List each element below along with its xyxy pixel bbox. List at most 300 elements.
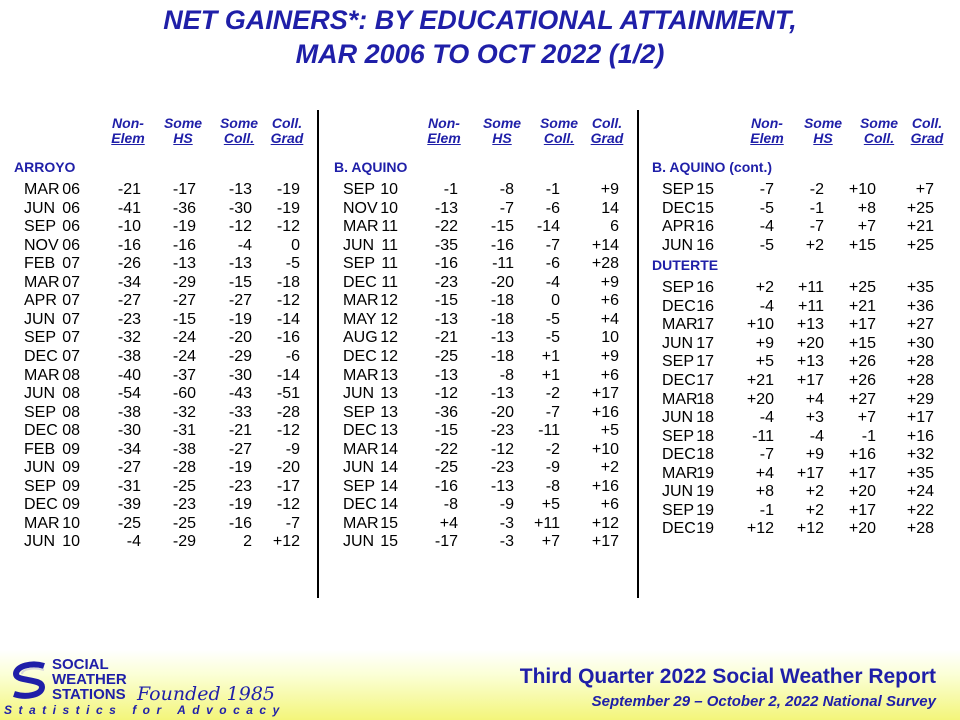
cell-value: -13: [228, 181, 252, 198]
row-month: JUN: [343, 533, 375, 551]
cell-value: 2: [243, 533, 252, 551]
cell-value: -22: [434, 440, 458, 458]
cell-value: +21: [848, 297, 876, 315]
cell-value: -14: [536, 218, 560, 236]
cell-value: -7: [759, 446, 774, 464]
cell-value: -23: [117, 310, 141, 328]
cell-value: -26: [117, 255, 141, 273]
cell-value: -13: [490, 477, 514, 495]
row-month: DEC: [343, 496, 377, 514]
cell-value: +6: [600, 496, 619, 514]
cell-value: -8: [443, 496, 458, 514]
column-header: [104, 116, 152, 146]
row-year: 08: [62, 422, 80, 440]
column-header-line1: Some: [163, 115, 203, 131]
row-month: SEP: [343, 181, 376, 198]
cell-value: -2: [545, 385, 560, 403]
cell-value: +28: [591, 255, 619, 273]
cell-value: +17: [906, 409, 934, 427]
row-month: DEC: [343, 347, 377, 365]
cell-value: -8: [499, 181, 514, 198]
row-year: 14: [380, 496, 398, 514]
cell-value: 10: [601, 329, 619, 347]
cell-value: -12: [276, 218, 300, 236]
cell-value: -25: [434, 459, 458, 477]
row-year: 18: [696, 427, 714, 445]
cell-value: -20: [490, 403, 514, 421]
cell-value: -30: [228, 366, 252, 384]
cell-value: +8: [755, 483, 774, 501]
cell-value: -9: [499, 496, 514, 514]
cell-value: +20: [848, 483, 876, 501]
cell-value: -19: [228, 459, 252, 477]
cell-value: -19: [276, 181, 300, 198]
org-line-2: WEATHER: [52, 671, 127, 688]
cell-value: +1: [541, 366, 560, 384]
row-month: SEP: [24, 218, 57, 236]
row-year: 10: [62, 514, 80, 532]
row-year: 19: [696, 520, 714, 538]
row-month: JUN: [662, 483, 694, 501]
cell-value: -5: [759, 236, 774, 254]
cell-value: +20: [796, 334, 824, 352]
cell-value: +17: [848, 501, 876, 519]
column-header: [583, 116, 631, 146]
row-year: 10: [380, 199, 398, 217]
row-year: 19: [696, 464, 714, 482]
column-header-line1: Some: [859, 115, 899, 131]
cell-value: +7: [915, 181, 934, 198]
cell-value: -29: [172, 273, 196, 291]
row-month: SEP: [24, 329, 57, 347]
section-label: B. AQUINO (cont.): [652, 159, 773, 175]
cell-value: -1: [759, 501, 774, 519]
row-month: DEC: [24, 496, 58, 514]
tagline: Statistics for Advocacy: [4, 703, 286, 717]
cell-value: +21: [906, 218, 934, 236]
cell-value: +5: [755, 353, 774, 371]
cell-value: -3: [499, 533, 514, 551]
cell-value: +35: [906, 464, 934, 482]
cell-value: -12: [276, 292, 300, 310]
cell-value: -19: [228, 310, 252, 328]
row-month: SEP: [24, 403, 57, 421]
cell-value: -54: [117, 385, 141, 403]
row-year: 12: [380, 347, 398, 365]
cell-value: -25: [117, 514, 141, 532]
cell-value: +17: [848, 464, 876, 482]
row-year: 15: [380, 514, 398, 532]
row-year: 18: [696, 409, 714, 427]
cell-value: -5: [759, 199, 774, 217]
cell-value: +10: [848, 181, 876, 198]
row-year: 06: [62, 218, 80, 236]
cell-value: -28: [172, 459, 196, 477]
cell-value: -11: [752, 427, 774, 445]
cell-value: +4: [600, 310, 619, 328]
cell-value: -15: [434, 422, 458, 440]
cell-value: -29: [228, 347, 252, 365]
cell-value: -16: [434, 255, 458, 273]
cell-value: -9: [285, 440, 300, 458]
cell-value: -19: [276, 199, 300, 217]
column-header-line1: Coll.: [271, 115, 303, 131]
cell-value: -7: [759, 181, 774, 198]
cell-value: -7: [545, 403, 560, 421]
row-year: 16: [696, 297, 714, 315]
row-month: NOV: [343, 199, 378, 217]
row-month: MAR: [343, 218, 379, 236]
cell-value: -8: [545, 477, 560, 495]
cell-value: +21: [746, 371, 774, 389]
column-header: [420, 116, 468, 146]
cell-value: -13: [434, 199, 458, 217]
cell-value: +12: [746, 520, 774, 538]
cell-value: +6: [600, 366, 619, 384]
cell-value: +16: [591, 477, 619, 495]
row-year: 17: [696, 371, 714, 389]
cell-value: -21: [434, 329, 458, 347]
row-month: AUG: [343, 329, 378, 347]
row-month: MAR: [343, 440, 379, 458]
cell-value: -20: [490, 273, 514, 291]
row-year: 12: [380, 310, 398, 328]
cell-value: -18: [490, 292, 514, 310]
row-month: JUN: [662, 334, 694, 352]
cell-value: +9: [600, 347, 619, 365]
cell-value: -34: [117, 273, 141, 291]
cell-value: -6: [545, 255, 560, 273]
cell-value: +9: [600, 273, 619, 291]
row-year: 13: [380, 422, 398, 440]
column-divider: [637, 110, 639, 598]
cell-value: -4: [237, 236, 252, 254]
cell-value: +28: [906, 520, 934, 538]
cell-value: +15: [848, 334, 876, 352]
row-year: 11: [381, 236, 398, 254]
column-header-line2: Coll.: [223, 130, 255, 146]
row-year: 17: [696, 316, 714, 334]
cell-value: -36: [172, 199, 196, 217]
cell-value: +4: [755, 464, 774, 482]
cell-value: -22: [434, 218, 458, 236]
column-header: [159, 116, 207, 146]
column-header-line2: Elem: [750, 130, 784, 146]
column-header: [855, 116, 903, 146]
cell-value: -19: [228, 496, 252, 514]
title-line-2: MAR 2006 TO OCT 2022 (1/2): [295, 39, 665, 69]
cell-value: -51: [276, 385, 300, 403]
sws-logo-text: [52, 657, 127, 702]
row-year: 07: [62, 255, 80, 273]
row-year: 16: [696, 218, 714, 236]
cell-value: 6: [610, 218, 619, 236]
cell-value: +17: [591, 533, 619, 551]
cell-value: 0: [551, 292, 560, 310]
row-month: MAR: [24, 514, 60, 532]
row-year: 06: [62, 199, 80, 217]
cell-value: -3: [499, 514, 514, 532]
cell-value: -16: [172, 236, 196, 254]
cell-value: 0: [291, 236, 300, 254]
column-header: [799, 116, 847, 146]
row-month: MAY: [343, 310, 377, 328]
cell-value: +17: [796, 464, 824, 482]
cell-value: +28: [906, 371, 934, 389]
cell-value: -15: [490, 218, 514, 236]
cell-value: +4: [439, 514, 458, 532]
column-header-line2: HS: [492, 130, 512, 146]
cell-value: +9: [755, 334, 774, 352]
cell-value: -34: [117, 440, 141, 458]
cell-value: -21: [117, 181, 141, 198]
cell-value: -24: [172, 329, 196, 347]
cell-value: -38: [117, 403, 141, 421]
row-year: 14: [380, 440, 398, 458]
cell-value: +16: [848, 446, 876, 464]
row-year: 10: [62, 533, 80, 551]
cell-value: +11: [798, 279, 824, 297]
cell-value: -23: [172, 496, 196, 514]
cell-value: -7: [809, 218, 824, 236]
column-header-line1: Coll.: [591, 115, 623, 131]
column-header-line1: Non-: [112, 115, 144, 131]
row-year: 11: [381, 255, 398, 273]
row-month: SEP: [662, 279, 695, 297]
cell-value: -32: [172, 403, 196, 421]
cell-value: -24: [172, 347, 196, 365]
cell-value: +9: [805, 446, 824, 464]
cell-value: +7: [857, 409, 876, 427]
row-year: 09: [62, 477, 80, 495]
row-month: DEC: [662, 371, 696, 389]
row-month: SEP: [662, 181, 695, 198]
column-header-line2: Coll.: [863, 130, 895, 146]
row-month: SEP: [343, 403, 376, 421]
row-month: JUN: [343, 385, 375, 403]
column-header-line2: Grad: [910, 130, 944, 146]
cell-value: +2: [805, 483, 824, 501]
row-year: 09: [62, 440, 80, 458]
cell-value: -4: [126, 533, 141, 551]
cell-value: -40: [117, 366, 141, 384]
cell-value: -13: [490, 329, 514, 347]
cell-value: -13: [434, 310, 458, 328]
cell-value: -15: [228, 273, 252, 291]
row-month: FEB: [24, 440, 56, 458]
cell-value: -1: [443, 181, 458, 198]
org-line-1: SOCIAL: [52, 656, 109, 673]
cell-value: +9: [600, 181, 619, 198]
cell-value: +20: [848, 520, 876, 538]
cell-value: +17: [591, 385, 619, 403]
row-month: MAR: [24, 181, 60, 198]
row-year: 14: [380, 459, 398, 477]
column-header-line2: Elem: [111, 130, 145, 146]
row-year: 11: [381, 273, 398, 291]
cell-value: -13: [434, 366, 458, 384]
cell-value: -38: [172, 440, 196, 458]
cell-value: -31: [172, 422, 196, 440]
row-month: APR: [24, 292, 57, 310]
row-year: 13: [380, 366, 398, 384]
row-year: 06: [62, 236, 80, 254]
cell-value: -11: [492, 255, 514, 273]
cell-value: -12: [434, 385, 458, 403]
column-header-line1: Some: [803, 115, 843, 131]
row-year: 19: [696, 483, 714, 501]
row-month: JUN: [24, 459, 56, 477]
row-month: MAR: [24, 366, 60, 384]
row-month: MAR: [662, 390, 698, 408]
column-header-line1: Some: [219, 115, 259, 131]
row-month: NOV: [24, 236, 59, 254]
report-title: Third Quarter 2022 Social Weather Report: [519, 665, 936, 688]
cell-value: -14: [276, 310, 300, 328]
row-month: MAR: [343, 366, 379, 384]
row-year: 16: [696, 236, 714, 254]
cell-value: +28: [906, 353, 934, 371]
row-year: 16: [696, 279, 714, 297]
cell-value: -27: [117, 292, 141, 310]
column-header-line2: Grad: [270, 130, 304, 146]
cell-value: -4: [759, 409, 774, 427]
row-month: JUN: [24, 199, 56, 217]
row-year: 08: [62, 403, 80, 421]
row-year: 12: [380, 292, 398, 310]
row-year: 18: [696, 446, 714, 464]
cell-value: 14: [601, 199, 619, 217]
cell-value: +26: [848, 371, 876, 389]
row-year: 07: [62, 329, 80, 347]
row-month: SEP: [662, 427, 695, 445]
cell-value: -1: [809, 199, 824, 217]
cell-value: -21: [228, 422, 252, 440]
cell-value: -12: [276, 496, 300, 514]
cell-value: -4: [759, 218, 774, 236]
org-line-3: STATIONS: [52, 686, 126, 703]
cell-value: -23: [228, 477, 252, 495]
cell-value: -1: [545, 181, 560, 198]
row-month: DEC: [662, 297, 696, 315]
section-label: DUTERTE: [652, 257, 719, 274]
cell-value: +35: [906, 279, 934, 297]
row-month: DEC: [24, 422, 58, 440]
cell-value: -25: [172, 514, 196, 532]
row-month: FEB: [24, 255, 56, 273]
cell-value: -7: [285, 514, 300, 532]
cell-value: -15: [434, 292, 458, 310]
row-year: 08: [62, 366, 80, 384]
row-month: JUN: [662, 236, 694, 254]
cell-value: -18: [276, 273, 300, 291]
cell-value: +14: [591, 236, 619, 254]
cell-value: +16: [591, 403, 619, 421]
row-year: 13: [380, 385, 398, 403]
column-header: [215, 116, 263, 146]
row-month: SEP: [662, 501, 695, 519]
cell-value: +11: [798, 297, 824, 315]
cell-value: +22: [906, 501, 934, 519]
cell-value: -18: [490, 310, 514, 328]
cell-value: +1: [541, 347, 560, 365]
row-month: DEC: [662, 199, 696, 217]
row-year: 08: [62, 385, 80, 403]
row-year: 17: [696, 353, 714, 371]
row-month: DEC: [24, 347, 58, 365]
cell-value: -4: [809, 427, 824, 445]
cell-value: -25: [172, 477, 196, 495]
cell-value: -31: [117, 477, 141, 495]
row-month: MAR: [343, 514, 379, 532]
cell-value: -10: [117, 218, 141, 236]
cell-value: +27: [906, 316, 934, 334]
cell-value: -4: [545, 273, 560, 291]
cell-value: -35: [434, 236, 458, 254]
cell-value: -38: [117, 347, 141, 365]
cell-value: +25: [848, 279, 876, 297]
cell-value: -29: [172, 533, 196, 551]
column-header-line1: Some: [482, 115, 522, 131]
cell-value: +36: [906, 297, 934, 315]
row-year: 07: [62, 310, 80, 328]
row-year: 10: [380, 181, 398, 198]
row-month: DEC: [662, 520, 696, 538]
cell-value: -27: [228, 292, 252, 310]
column-header: [535, 116, 583, 146]
founded-year: Founded 1985: [137, 683, 276, 705]
cell-value: -20: [276, 459, 300, 477]
cell-value: +6: [600, 292, 619, 310]
cell-value: +3: [805, 409, 824, 427]
column-header-line2: Grad: [590, 130, 624, 146]
cell-value: +7: [857, 218, 876, 236]
row-year: 11: [381, 218, 398, 236]
cell-value: +26: [848, 353, 876, 371]
cell-value: -5: [545, 310, 560, 328]
cell-value: +24: [906, 483, 934, 501]
cell-value: -13: [228, 255, 252, 273]
cell-value: +17: [848, 316, 876, 334]
cell-value: -23: [490, 422, 514, 440]
column-header-line1: Non-: [428, 115, 460, 131]
cell-value: +13: [796, 316, 824, 334]
section-label: B. AQUINO: [334, 159, 408, 175]
cell-value: -32: [117, 329, 141, 347]
cell-value: +17: [796, 371, 824, 389]
cell-value: +27: [848, 390, 876, 408]
row-month: MAR: [662, 316, 698, 334]
cell-value: -37: [172, 366, 196, 384]
cell-value: -16: [117, 236, 141, 254]
cell-value: +4: [805, 390, 824, 408]
cell-value: -6: [545, 199, 560, 217]
column-header-line1: Coll.: [911, 115, 943, 131]
row-year: 15: [696, 199, 714, 217]
cell-value: +25: [906, 236, 934, 254]
cell-value: -27: [172, 292, 196, 310]
row-year: 17: [696, 334, 714, 352]
cell-value: -27: [228, 440, 252, 458]
row-month: JUN: [24, 533, 56, 551]
cell-value: +32: [906, 446, 934, 464]
cell-value: -27: [117, 459, 141, 477]
row-year: 15: [696, 181, 714, 198]
cell-value: -12: [276, 422, 300, 440]
column-header-line2: Coll.: [543, 130, 575, 146]
cell-value: -8: [499, 366, 514, 384]
cell-value: -9: [545, 459, 560, 477]
